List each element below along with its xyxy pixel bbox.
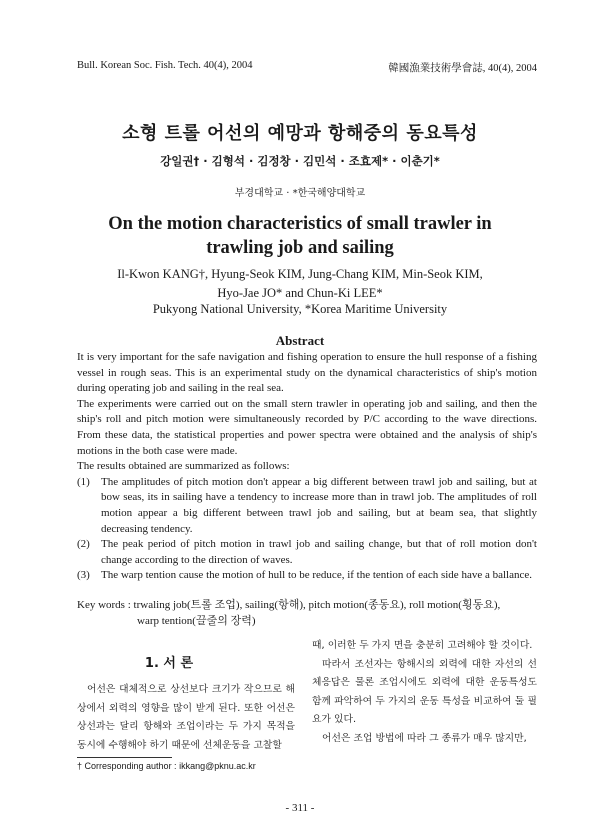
abstract-paragraph-3: The results obtained are summarized as follows:	[77, 460, 290, 473]
result-item	[77, 475, 537, 537]
result-text: The amplitudes of pitch motion don't appear a big different between trawl job and sailing, but at bow seas, its in sailing have a tendency to increase more than in trawl job. The amplitudes of roll motion appear a big different between trawl job and sailing, but at beam sea, that slightly decreasing tendency.	[101, 475, 537, 535]
section-heading: 1. 서 론	[144, 656, 194, 671]
keywords-line1: trwaling job(트롤 조업), sailing(항해), pitch motion(종동요), roll motion(횡동요),	[133, 599, 501, 611]
right-column-paragraph-2: 따라서 조선자는 항해시의 외력에 대한 자선의 선체응답은 물론 조업시에도 외력에 대한 운동특성도 함께 파악하여 두 가지의 운동 특성을 비교하여 둘 필요가 있다.	[312, 658, 537, 726]
english-title	[0, 212, 600, 260]
result-number: (1)	[77, 475, 90, 488]
result-item	[77, 568, 537, 584]
right-column-paragraph-1: 때, 이러한 두 가지 면을 충분히 고려해야 할 것이다.	[312, 640, 533, 651]
english-authors-line1: Il-Kwon KANG†, Hyung-Seok KIM, Jung-Chang KIM, Min-Seok KIM,	[117, 267, 483, 281]
abstract-paragraph-1: It is very important for the safe navigation and fishing operation to ensure the hull response of a fishing vessel in rough seas. This is an experimental study on the dynamical characteristics of ship's motion during operating job and sailing in the real sea.	[77, 351, 537, 395]
english-authors	[0, 265, 600, 303]
english-authors-line2: Hyo-Jae JO* and Chun-Ki LEE*	[217, 286, 383, 300]
footnote: † Corresponding author : ikkang@pknu.ac.kr	[77, 761, 256, 771]
footnote-divider	[77, 757, 172, 758]
left-column	[77, 681, 295, 755]
left-column-paragraph: 어선은 대체적으로 상선보다 크기가 작으므로 해상에서 외력의 영향을 많이 받게 된다. 또한 어선은 상선과는 달리 항해와 조업이라는 두 가지 목적을 동시에 수행해야 하기 때문에 선체운동을 고찰할	[77, 684, 295, 751]
result-text: The peak period of pitch motion in trawl job and sailing change, but that of roll motion don't change according to the direction of waves.	[101, 538, 537, 566]
english-title-line2: trawling job and sailing	[206, 238, 394, 258]
right-column-paragraph-3: 어선은 조업 방법에 따라 그 종류가 매우 많지만,	[322, 732, 527, 744]
right-column	[312, 637, 537, 749]
journal-header-left: Bull. Korean Soc. Fish. Tech. 40(4), 2004	[77, 60, 253, 71]
result-text: The warp tention cause the motion of hull to be reduce, if the tention of each side have a ballance.	[101, 569, 532, 582]
keywords-label: Key words :	[77, 599, 131, 611]
keywords-line2: warp tention(끌줄의 장력)	[137, 615, 256, 627]
korean-affiliation: 부경대학교 · *한국해양대학교	[234, 188, 366, 199]
korean-authors: 강일권† · 김형석 · 김정창 · 김민석 · 조효제* · 이춘기*	[160, 154, 440, 168]
keywords	[77, 597, 547, 629]
abstract-paragraph-2: The experiments were carried out on the small stern trawler in operating job and sailing, and then the ship's roll and pitch motion were simultaneously recorded by P/C according to the wave directions. From these data, the statistical properties and power spectra were obtained and the analysis of ship's motions in the both case were made.	[77, 397, 537, 457]
english-title-line1: On the motion characteristics of small trawler in	[108, 214, 492, 234]
result-number: (2)	[77, 538, 90, 551]
result-item	[77, 537, 537, 568]
journal-header-right: 韓國漁業技術學會誌, 40(4), 2004	[388, 63, 537, 74]
abstract-body	[77, 350, 537, 584]
result-number: (3)	[77, 569, 90, 582]
korean-title: 소형 트롤 어선의 예망과 항해중의 동요특성	[122, 123, 478, 144]
abstract-heading: Abstract	[275, 333, 325, 348]
page-number: - 311 -	[285, 802, 315, 814]
english-affiliation: Pukyong National University, *Korea Maritime University	[152, 302, 448, 316]
